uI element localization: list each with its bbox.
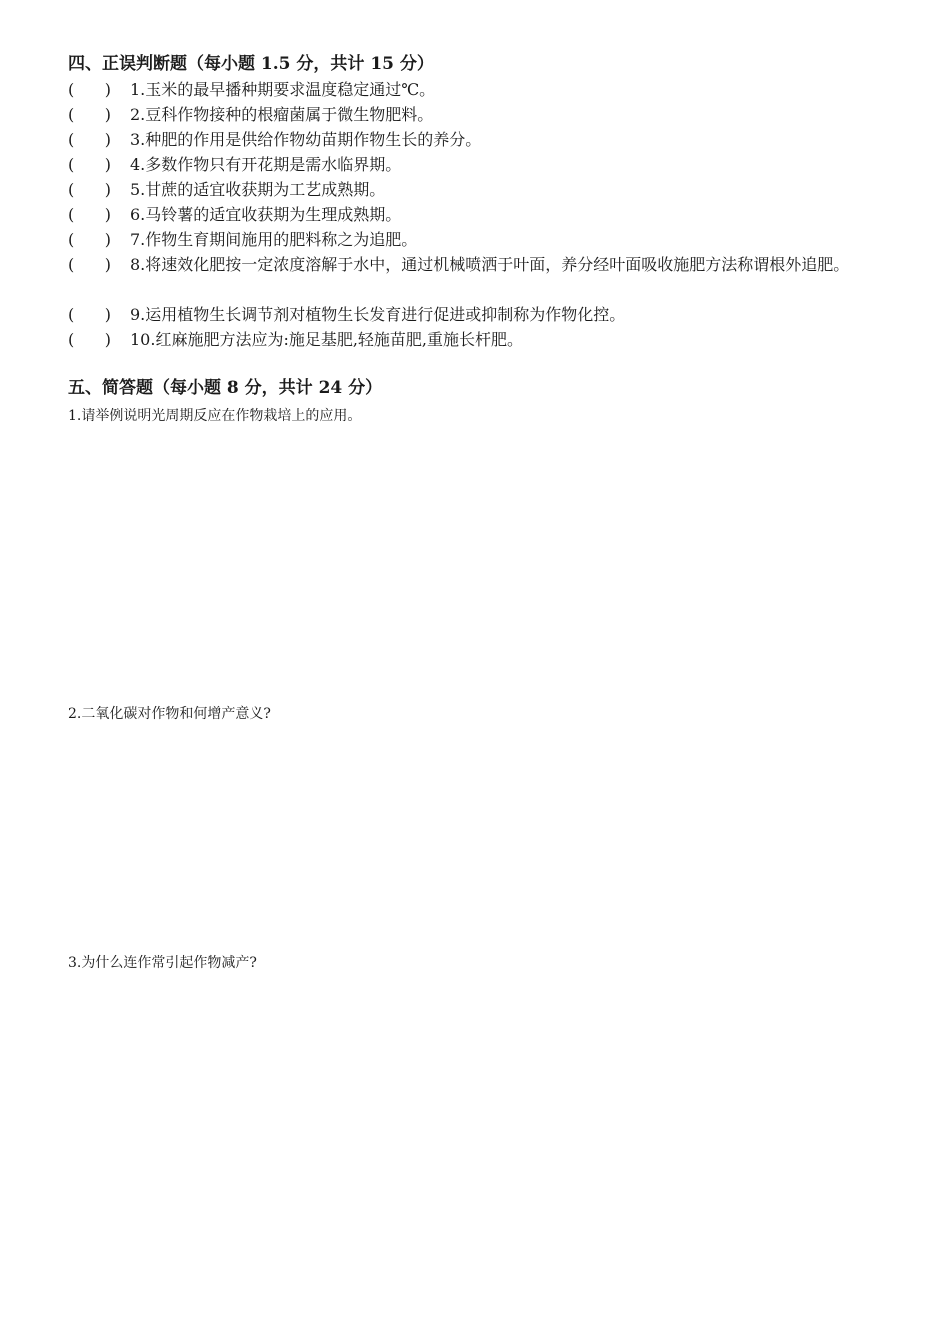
- tf-item-text: 2.豆科作物接种的根瘤菌属于微生物肥料。: [130, 105, 434, 124]
- tf-item-text: 1.玉米的最早播种期要求温度稳定通过℃。: [130, 80, 436, 99]
- short-question-3: 3.为什么连作常引起作物减产?: [68, 955, 257, 971]
- answer-blank[interactable]: ( ): [68, 180, 111, 199]
- tf-item-text: 3.种肥的作用是供给作物幼苗期作物生长的养分。: [130, 130, 482, 149]
- answer-blank[interactable]: ( ): [68, 255, 111, 274]
- answer-blank[interactable]: ( ): [68, 230, 111, 249]
- section-4-title: 四、正误判断题（每小题 1.5 分，共计 15 分）: [68, 54, 434, 74]
- tf-item-text: 5.甘蔗的适宜收获期为工艺成熟期。: [130, 180, 386, 199]
- tf-item-text: 7.作物生育期间施用的肥料称之为追肥。: [130, 230, 418, 249]
- tf-item-1: [68, 77, 888, 102]
- tf-item-8: [68, 252, 888, 277]
- tf-item-3: [68, 127, 888, 152]
- answer-blank[interactable]: ( ): [68, 130, 111, 149]
- tf-item-text: 8.将速效化肥按一定浓度溶解于水中，通过机械喷洒于叶面，养分经叶面吸收施肥方法称谓根外追肥。: [130, 255, 850, 274]
- answer-blank[interactable]: ( ): [68, 205, 111, 224]
- tf-item-7: [68, 227, 888, 252]
- tf-item-2: [68, 102, 888, 127]
- tf-item-text: 9.运用植物生长调节剂对植物生长发育进行促进或抑制称为作物化控。: [130, 305, 626, 324]
- answer-blank[interactable]: ( ): [68, 80, 111, 99]
- answer-blank[interactable]: ( ): [68, 105, 111, 124]
- tf-item-text: 10.红麻施肥方法应为:施足基肥,轻施苗肥,重施长杆肥。: [130, 330, 524, 349]
- answer-blank[interactable]: ( ): [68, 330, 111, 349]
- short-question-1: 1.请举例说明光周期反应在作物栽培上的应用。: [68, 408, 362, 424]
- tf-item-10: [68, 327, 888, 352]
- tf-item-text: 4.多数作物只有开花期是需水临界期。: [130, 155, 402, 174]
- section-5-title: 五、简答题（每小题 8 分，共计 24 分）: [68, 378, 383, 398]
- tf-item-6: [68, 202, 888, 227]
- short-question-2: 2.二氧化碳对作物和何增产意义?: [68, 706, 271, 722]
- answer-blank[interactable]: ( ): [68, 155, 111, 174]
- tf-item-text: 6.马铃薯的适宜收获期为生理成熟期。: [130, 205, 402, 224]
- tf-item-4: [68, 152, 888, 177]
- tf-item-5: [68, 177, 888, 202]
- tf-item-9: [68, 302, 888, 327]
- answer-blank[interactable]: ( ): [68, 305, 111, 324]
